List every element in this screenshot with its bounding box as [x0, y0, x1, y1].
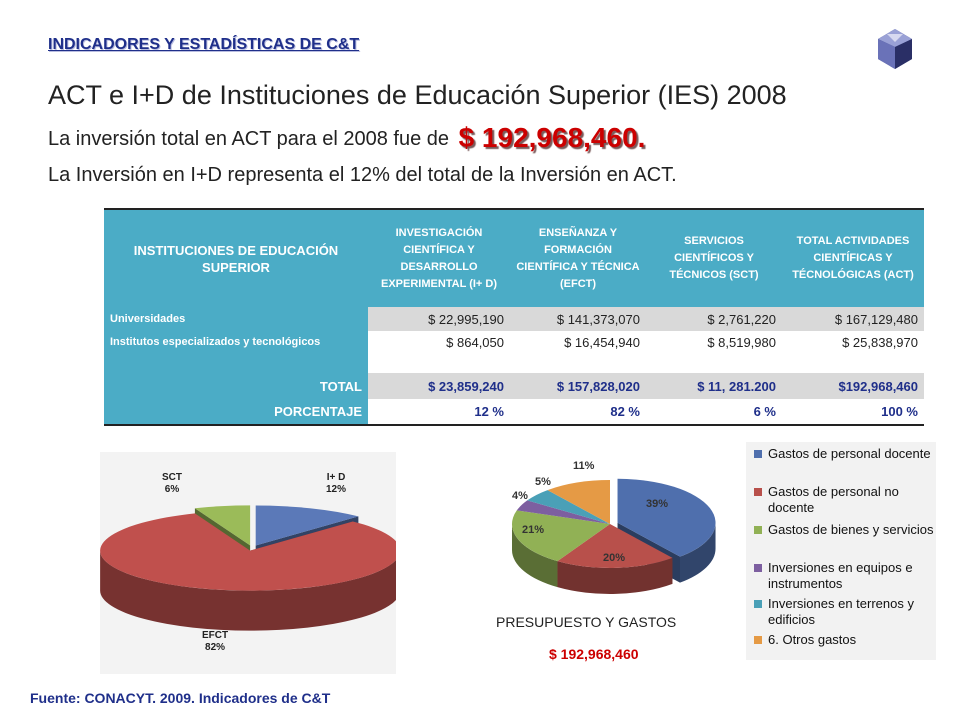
- legend-swatch: [754, 450, 762, 458]
- budget-expenses-chart: [500, 452, 732, 612]
- table-cell: $ 16,454,940: [564, 335, 640, 350]
- investment-amount: $ 192,968,460.: [458, 122, 646, 153]
- legend-label: Gastos de personal docente: [768, 446, 931, 461]
- chart-legend: [746, 442, 936, 660]
- legend-label: Inversiones en equipos e instrumentos: [768, 560, 913, 591]
- budget-caption: PRESUPUESTO Y GASTOS: [496, 614, 677, 630]
- table-cell: 12 %: [474, 404, 504, 419]
- investment-text: La inversión total en ACT para el 2008 fue de: [48, 128, 450, 150]
- column-header: INSTITUCIONES DE EDUCACIÓN SUPERIOR: [104, 209, 368, 307]
- legend-label: Gastos de bienes y servicios: [768, 522, 934, 537]
- table-cell: $ 23,859,240: [368, 373, 510, 399]
- table-row: [104, 331, 924, 373]
- legend-swatch: [754, 488, 762, 496]
- legend-swatch: [754, 636, 762, 644]
- ies-investment-table: [104, 208, 924, 426]
- slice-percent: 12%: [326, 484, 347, 495]
- table-cell: 82 %: [610, 404, 640, 419]
- slice-category: SCT: [162, 472, 182, 483]
- legend-swatch: [754, 600, 762, 608]
- source-note: Fuente: CONACYT. 2009. Indicadores de C&T: [30, 690, 331, 706]
- table-cell: $ 167,129,480: [782, 307, 924, 331]
- table-cell: 6 %: [753, 404, 776, 419]
- investment-line: [48, 120, 645, 152]
- legend-label: Gastos de personal no docente: [768, 484, 899, 515]
- table-cell: $ 157,828,020: [510, 373, 646, 399]
- table-cell: $ 141,373,070: [510, 307, 646, 331]
- gem-logo-icon: [876, 28, 914, 70]
- slice-category: EFCT: [202, 630, 229, 641]
- data-label-equipos: 4%: [512, 490, 528, 502]
- legend-swatch: [754, 526, 762, 534]
- page-title: ACT e I+D de Instituciones de Educación Superior (IES) 2008: [48, 80, 787, 110]
- table-cell: $192,968,460: [782, 373, 924, 399]
- data-label-terrenos: 5%: [535, 476, 551, 488]
- rd-share-line: La Inversión en I+D representa el 12% del total de la Inversión en ACT.: [48, 164, 677, 186]
- table-row: [104, 307, 924, 331]
- table-cell: $ 2,761,220: [646, 307, 782, 331]
- row-label: TOTAL: [104, 373, 368, 399]
- table-cell: $ 8,519,980: [707, 335, 776, 350]
- act-pie-svg: [100, 452, 396, 674]
- column-header: TOTAL ACTIVIDADES CIENTÍFICAS Y TÉCNOLÓGICAS (ACT): [782, 209, 924, 307]
- table-header-row: [104, 209, 924, 307]
- data-label-sct: [162, 472, 182, 496]
- data-label-efct: [202, 630, 228, 654]
- row-label: Universidades: [104, 307, 368, 331]
- row-label: PORCENTAJE: [104, 399, 368, 425]
- data-label-id: [326, 472, 346, 496]
- table-cell: $ 11, 281.200: [646, 373, 782, 399]
- budget-amount: $ 192,968,460: [549, 646, 639, 662]
- data-label-docente: 39%: [646, 498, 669, 510]
- column-header: INVESTIGACIÓN CIENTÍFICA Y DESARROLLO EXPERIMENTAL (I+ D): [368, 209, 510, 307]
- act-distribution-chart: [100, 452, 396, 674]
- column-header: SERVICIOS CIENTÍFICOS Y TÉCNICOS (SCT): [646, 209, 782, 307]
- table-cell: $ 25,838,970: [842, 335, 918, 350]
- slice-category: I+ D: [326, 472, 346, 483]
- legend-label: 6. Otros gastos: [768, 632, 857, 647]
- legend-label: Inversiones en terrenos y edificios: [768, 596, 914, 627]
- data-label-otros: 11%: [573, 460, 595, 472]
- slice-percent: 6%: [164, 484, 180, 495]
- table-cell: $ 22,995,190: [368, 307, 510, 331]
- table-row-percentage: [104, 399, 924, 425]
- column-header: ENSEÑANZA Y FORMACIÓN CIENTÍFICA Y TÉCNICA (EFCT): [510, 209, 646, 307]
- row-label: Institutos especializados y tecnológicos: [104, 331, 368, 373]
- table-row-total: [104, 373, 924, 399]
- data-label-bienes: 21%: [522, 524, 545, 536]
- slice-percent: 82%: [205, 642, 226, 653]
- legend-swatch: [754, 564, 762, 572]
- section-header: INDICADORES Y ESTADÍSTICAS DE C&T: [48, 36, 360, 53]
- data-label-no-docente: 20%: [603, 552, 626, 564]
- table-cell: $ 864,050: [446, 335, 504, 350]
- table-cell: 100 %: [881, 404, 918, 419]
